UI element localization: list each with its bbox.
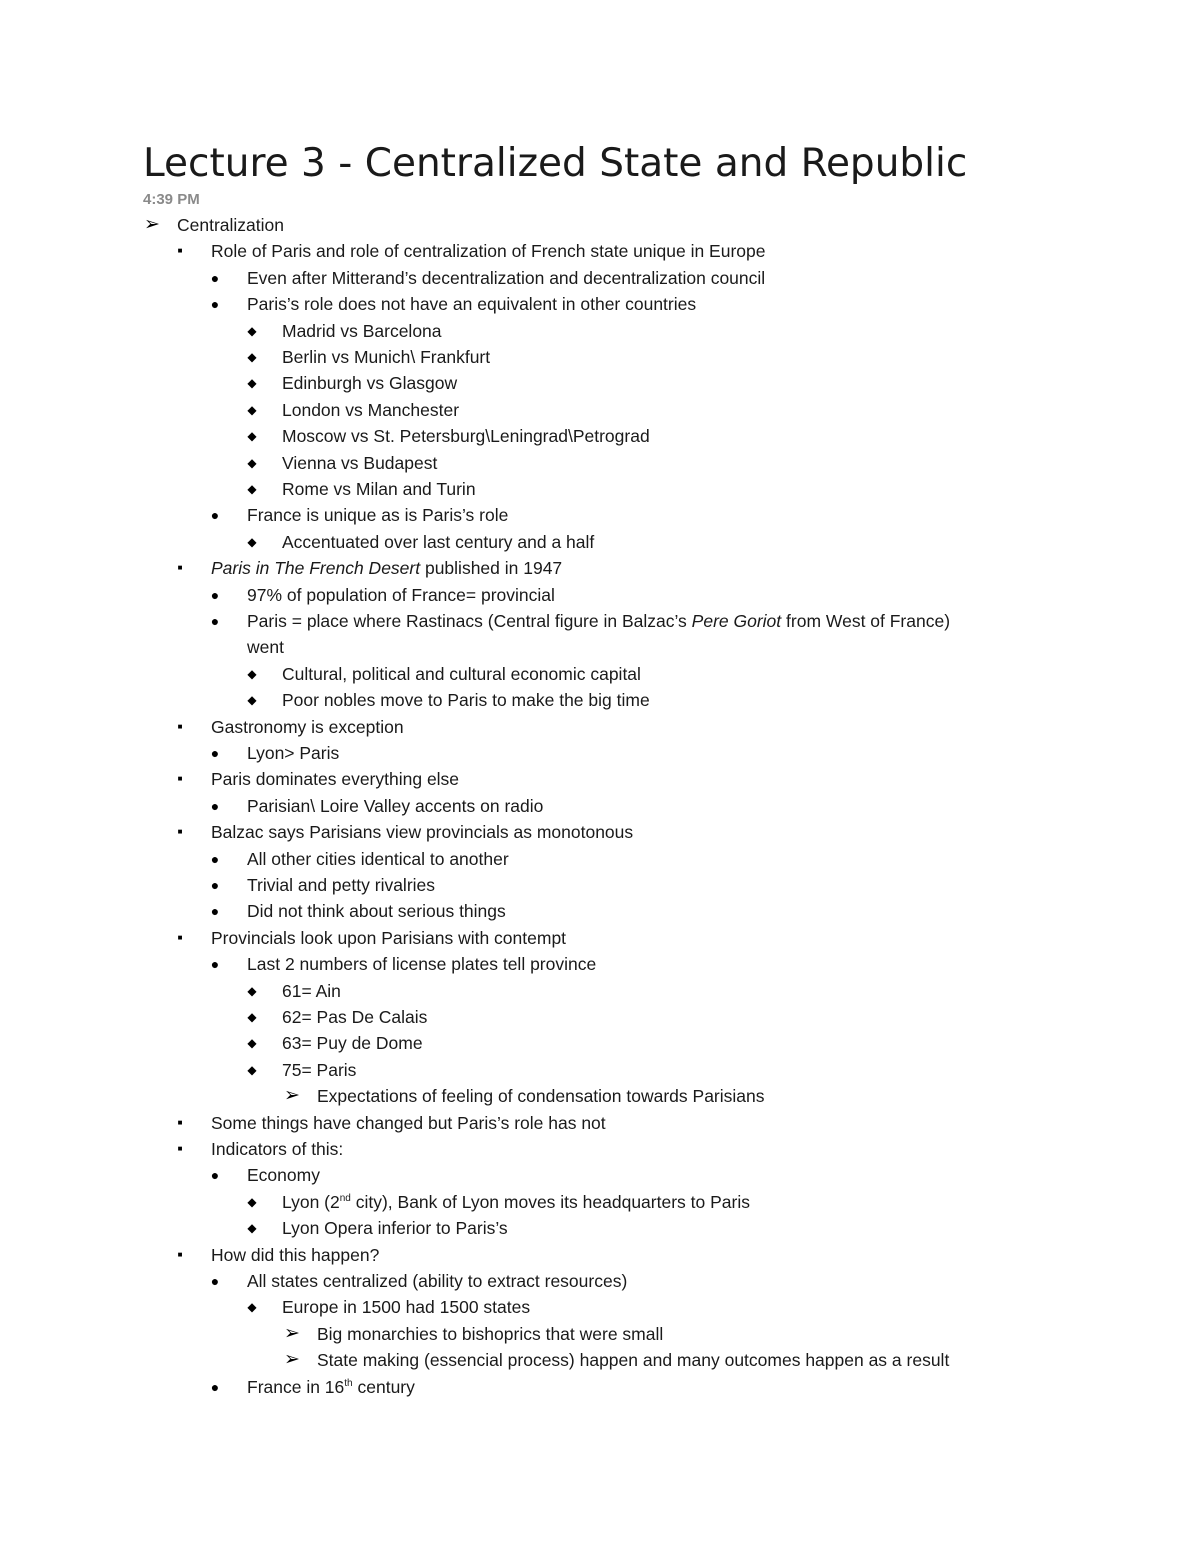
outline-item-text [247, 608, 950, 634]
outline-item-text [282, 1215, 508, 1241]
diamond-bullet-icon: ◆ [247, 429, 257, 444]
text-run: Some things have changed but Paris’s role has not [211, 1112, 606, 1133]
page-title: Lecture 3 - Centralized State and Republic [143, 141, 968, 186]
diamond-bullet-icon: ◆ [247, 1036, 257, 1051]
arrowhead-bullet-icon: ➢ [144, 214, 160, 235]
diamond-bullet-icon: ◆ [247, 1194, 257, 1209]
outline-item-text [211, 1242, 379, 1268]
outline-item-text [247, 502, 508, 528]
text-run: century [352, 1376, 415, 1397]
dot-bullet-icon: ● [210, 1167, 220, 1184]
square-bullet-icon: ■ [177, 774, 183, 784]
outline-item-text [282, 1057, 356, 1083]
text-run: Edinburgh vs Glasgow [282, 373, 458, 394]
outline-item-text [282, 1030, 423, 1056]
outline-item-text [247, 740, 339, 766]
text-run: Paris dominates everything else [211, 769, 460, 790]
dot-bullet-icon: ● [210, 586, 220, 603]
dot-bullet-icon: ● [210, 956, 220, 973]
diamond-bullet-icon: ◆ [247, 323, 257, 338]
text-run: from West of France) [781, 611, 951, 631]
text-run: All other cities identical to another [247, 848, 509, 869]
outline-item-text [211, 925, 566, 951]
outline-item-text [247, 793, 543, 819]
text-run: 97% of population of France= provincial [247, 584, 555, 605]
outline-item-text [211, 1110, 606, 1136]
outline-item-text [282, 1004, 427, 1030]
timestamp: 4:39 PM [143, 191, 200, 208]
dot-bullet-icon: ● [210, 1273, 220, 1289]
outline-item-text [282, 318, 442, 344]
text-run: Indicators of this: [211, 1139, 344, 1159]
text-run: Gastronomy is exception [211, 716, 404, 737]
text-run: 62= Pas De Calais [282, 1007, 428, 1027]
square-bullet-icon: ■ [177, 932, 183, 942]
dot-bullet-icon: ● [210, 1378, 220, 1395]
dot-bullet-icon: ● [210, 613, 220, 629]
text-run: Lyon Opera inferior to Paris’s [282, 1218, 508, 1239]
italic-title: Paris in The French Desert [211, 558, 421, 579]
dot-bullet-icon: ● [210, 797, 220, 814]
text-run: All states centralized (ability to extract resources) [247, 1271, 628, 1291]
outline-item-text [282, 1294, 530, 1320]
dot-bullet-icon: ● [210, 507, 220, 524]
outline-item-text [282, 476, 476, 502]
outline-item-text [247, 582, 555, 608]
outline-item-text [211, 238, 766, 264]
dot-bullet-icon: ● [210, 850, 220, 867]
diamond-bullet-icon: ◆ [247, 1010, 257, 1024]
outline-item-text [282, 687, 650, 713]
outline-item-text [247, 846, 509, 872]
outline-item-text [247, 1374, 415, 1400]
outline-item-text [247, 265, 765, 291]
text-run: France in 16 [247, 1376, 345, 1397]
arrowhead-bullet-icon: ➢ [284, 1085, 300, 1107]
diamond-bullet-icon: ◆ [247, 693, 257, 708]
outline-item-text [317, 1347, 949, 1373]
text-run: Lyon (2 [282, 1191, 340, 1212]
square-bullet-icon: ■ [177, 827, 183, 837]
outline-item-text [282, 1189, 750, 1215]
superscript: th [344, 1377, 353, 1389]
arrowhead-bullet-icon: ➢ [284, 1349, 300, 1371]
text-run: Paris’s role does not have an equivalent in other countries [247, 294, 697, 315]
outline-item-text [247, 291, 696, 317]
outline-item-text [211, 766, 459, 792]
dot-bullet-icon: ● [210, 877, 220, 893]
outline-item-text [211, 714, 404, 740]
outline-item-text [282, 978, 341, 1004]
diamond-bullet-icon: ◆ [247, 534, 257, 549]
text-run: Vienna vs Budapest [282, 452, 438, 473]
text-run: How did this happen? [211, 1244, 380, 1265]
text-run: Paris = place where Rastinacs (Central figure in Balzac’s [247, 611, 692, 631]
dot-bullet-icon: ● [210, 903, 220, 920]
text-run: London vs Manchester [282, 399, 460, 420]
diamond-bullet-icon: ◆ [247, 1062, 257, 1077]
text-run: city), Bank of Lyon moves its headquarters to Paris [350, 1191, 750, 1212]
dot-bullet-icon: ● [210, 269, 220, 286]
text-run: Cultural, political and cultural economic capital [282, 663, 641, 684]
outline-item-text [247, 634, 284, 660]
text-run: Even after Mitterand’s decentralization and decentralization council [247, 267, 766, 288]
text-run: Accentuated over last century and a half [282, 531, 595, 552]
text-run: 63= Puy de Dome [282, 1033, 423, 1054]
outline-item-text [211, 819, 633, 845]
diamond-bullet-icon: ◆ [247, 482, 257, 496]
text-run: Economy [247, 1165, 320, 1186]
text-run: 61= Ain [282, 980, 341, 1001]
dot-bullet-icon: ● [210, 296, 220, 313]
text-run: Europe in 1500 had 1500 states [282, 1297, 531, 1318]
italic-title: Pere Goriot [691, 611, 782, 631]
superscript: nd [339, 1192, 351, 1204]
text-run: went [247, 637, 284, 658]
outline-item-text [247, 898, 506, 924]
square-bullet-icon: ■ [177, 563, 183, 573]
square-bullet-icon: ■ [177, 1249, 183, 1259]
outline-item-text [211, 1136, 343, 1162]
text-run: Madrid vs Barcelona [282, 320, 442, 341]
diamond-bullet-icon: ◆ [247, 1300, 257, 1315]
outline-item-text [282, 423, 650, 449]
text-run: Centralization [177, 215, 284, 235]
text-run: Trivial and petty rivalries [247, 875, 436, 895]
dot-bullet-icon: ● [210, 745, 220, 761]
diamond-bullet-icon: ◆ [247, 983, 257, 998]
outline-item-text [282, 344, 490, 370]
outline-item-text [247, 872, 435, 898]
text-run: Parisian\ Loire Valley accents on radio [247, 795, 544, 816]
text-run: Role of Paris and role of centralization of French state unique in Europe [211, 241, 766, 262]
text-run: Big monarchies to bishoprics that were small [317, 1323, 664, 1344]
diamond-bullet-icon: ◆ [247, 1221, 257, 1236]
text-run: France is unique as is Paris’s role [247, 505, 509, 526]
text-run: State making (essencial process) happen and many outcomes happen as a result [317, 1350, 950, 1371]
outline-item-text [317, 1321, 663, 1347]
square-bullet-icon: ■ [177, 721, 183, 731]
outline-item-text [282, 529, 594, 555]
text-run: Rome vs Milan and Turin [282, 479, 476, 499]
diamond-bullet-icon: ◆ [247, 350, 257, 364]
outline-item-text [282, 661, 641, 687]
diamond-bullet-icon: ◆ [247, 666, 257, 681]
text-run: Lyon> Paris [247, 743, 340, 763]
text-run: Poor nobles move to Paris to make the big time [282, 690, 650, 711]
diamond-bullet-icon: ◆ [247, 376, 257, 391]
outline-item-text [211, 555, 562, 581]
outline-item-text [177, 212, 284, 238]
text-run: Provincials look upon Parisians with contempt [211, 927, 567, 948]
outline-item-text [247, 1162, 320, 1188]
outline-item-text [282, 397, 459, 423]
diamond-bullet-icon: ◆ [247, 402, 257, 417]
arrowhead-bullet-icon: ➢ [284, 1322, 300, 1344]
outline-item-text [282, 370, 457, 396]
diamond-bullet-icon: ◆ [247, 455, 257, 470]
outline-item-text [247, 951, 596, 977]
text-run: Balzac says Parisians view provincials as monotonous [211, 822, 634, 843]
text-run: Did not think about serious things [247, 901, 506, 922]
text-run: Berlin vs Munich\ Frankfurt [282, 347, 491, 367]
text-run: Last 2 numbers of license plates tell province [247, 954, 597, 975]
text-run: 75= Paris [282, 1059, 357, 1080]
outline-item-text [317, 1083, 765, 1109]
text-run: Moscow vs St. Petersburg\Leningrad\Petrograd [282, 426, 650, 447]
square-bullet-icon: ■ [177, 1117, 183, 1127]
square-bullet-icon: ■ [177, 1144, 183, 1153]
text-run: published in 1947 [420, 558, 563, 579]
square-bullet-icon: ■ [177, 246, 183, 256]
outline-item-text [282, 450, 437, 476]
text-run: Expectations of feeling of condensation towards Parisians [317, 1086, 765, 1107]
outline-item-text [247, 1268, 627, 1294]
